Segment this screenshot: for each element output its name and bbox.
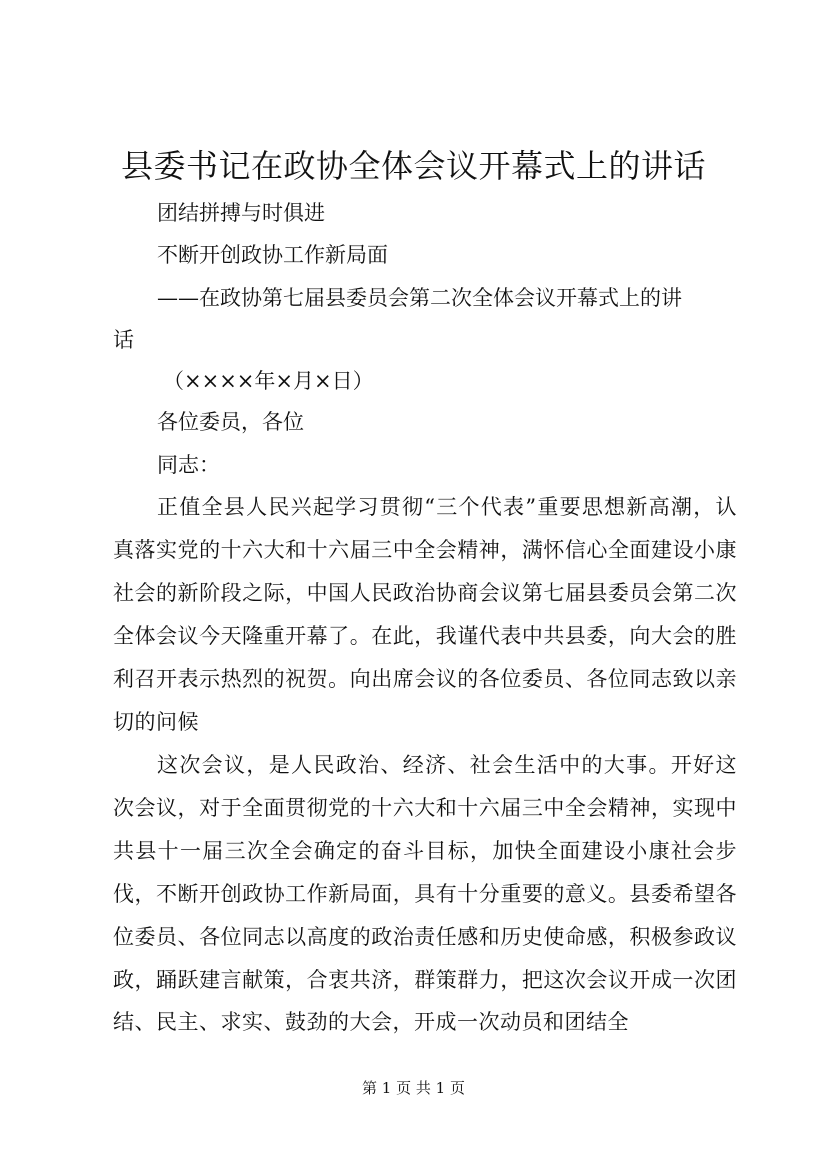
subtitle-line-3: ——在政协第七届县委员会第二次全体会议开幕式上的讲 bbox=[157, 286, 682, 310]
subtitle-line-1: 团结拼搏与时俱进 bbox=[157, 201, 325, 225]
speech-date: （××××年×月×日） bbox=[163, 369, 374, 393]
page-footer: 第 1 页 共 1 页 bbox=[362, 1079, 465, 1097]
salutation-line-1: 各位委员，各位 bbox=[157, 410, 304, 434]
subtitle-line-2: 不断开创政协工作新局面 bbox=[157, 243, 388, 267]
body-paragraph-2: 这次会议，是人民政治、经济、社会生活中的大事。开好这次会议，对于全面贯彻党的十六大和十六届三中全会精神，实现中共县十一届三次全会确定的奋斗目标，加快全面建设小康社会步伐，不断开创政协工作新局面，具有十分重要的意义。县委希望各位委员、各位同志以高度的政治责任感和历史使命感，积极参政议政，踊跃建言献策，合衷共济，群策群力，把这次会议开成一次团结、民主、求实、鼓劲的大会，开成一次动员和团结全 bbox=[113, 753, 737, 1035]
subtitle-line-3-continued: 话 bbox=[113, 328, 134, 352]
document-title: 县委书记在政协全体会议开幕式上的讲话 bbox=[120, 147, 706, 185]
salutation-line-2: 同志： bbox=[157, 453, 220, 477]
body-paragraph-1: 正值全县人民兴起学习贯彻“三个代表”重要思想新高潮，认真落实党的十六大和十六届三中全会精神，满怀信心全面建设小康社会的新阶段之际，中国人民政治协商会议第七届县委员会第二次全体会议今天隆重开幕了。在此，我谨代表中共县委，向大会的胜利召开表示热烈的祝贺。向出席会议的各位委员、各位同志致以亲切的问候 bbox=[113, 495, 737, 734]
